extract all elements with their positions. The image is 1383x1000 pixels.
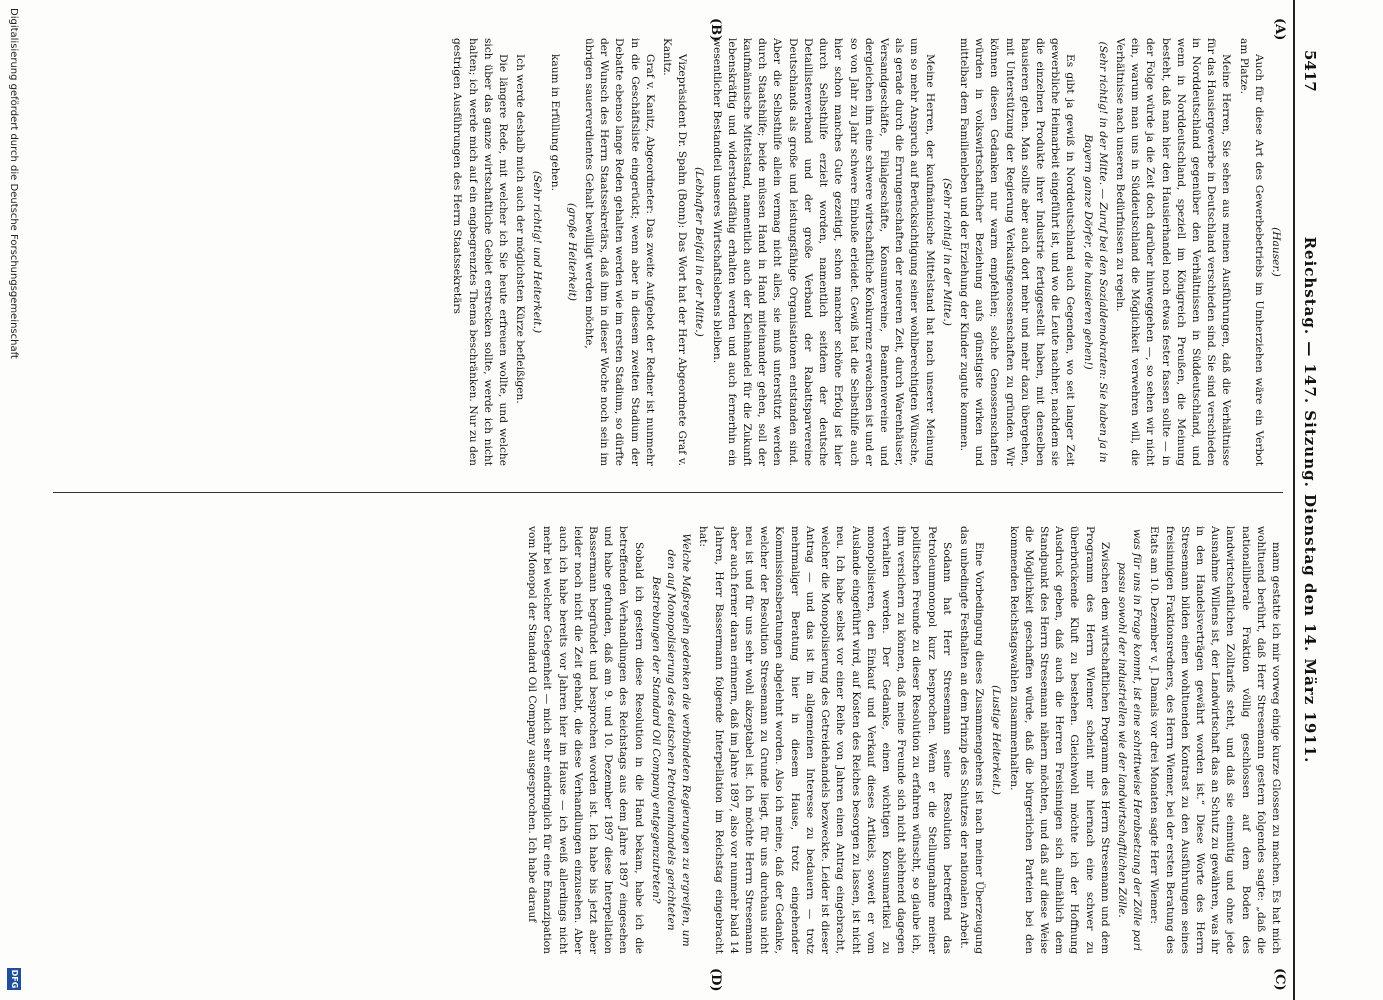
page-header (1293, 0, 1321, 1000)
left-column (43, 38, 1283, 466)
stage-direction: (Sehr richtig! in der Mitte.) (940, 178, 953, 326)
paragraph: Graf v. Kanitz, Abgeordneter: Das zweite Aufgebot der Redner ist nunmehr in die Geschäftsliste eingerückt; wenn aber in diesem zweiten Stadium der Debatte ebenso lange Reden gehalten werden wie im ersten Stadium, so dürfte der Wunsch des Herrn Staatssekretärs, daß ihm in dieser Woche noch sein im übrigen sauerverdientes Gehalt bewilligt werden möchte, (583, 38, 656, 466)
quotation: Welche Maßregeln gedenken die verbündeten Regierungen zu ergreifen, um den auf Monopolisierung des deutschen Petroleumhandels gerichteten Bestrebungen der Standard Oil Company entgegenzutreten? (649, 533, 693, 947)
right-column (43, 526, 1283, 954)
paragraph: Meine Herren, der kaufmännische Mittelstand hat nach unserer Meinung um so mehr Anspruch auf Berücksichtigung seiner wohlberechtigten Wünsche, als gerade durch die Errungenschaften der neueren Zeit, durch Warenhäuser, Versandgeschäfte, Filialgeschäfte, Konsumvereine, Beamtenvereine und dergleichen ihm eine schwere wirtschaftliche Konkurrenz erwachsen ist und er so von Jahr zu Jahr schwere Einbuße erleidet. Gewiß hat die Selbsthilfe auch hier schon manches Gute gezeitigt, schon mancher schöne Erfolg ist hier durch Selbsthilfe erzielt worden, namentlich seitdem der deutsche Detaillistenverband und der große Verband der Rabattsparvereine Deutschlands als große und leistungsfähige Organisationen entstanden sind. Aber die Selbsthilfe allein vermag nicht alles, sie muß unterstützt werden durch Staatshilfe; beide müssen Hand in Hand miteinander gehen, soll der kaufmännische Mittelstand, namentlich auch der Kleinhandel für die Zukunft lebenskräftig und widerstandsfähig erhalten werden und auch fernerhin ein wesentlicher Bestandteil unseres Wirtschaftslebens bleiben. (710, 38, 936, 466)
page-title: Reichstag. — 147. Sitzung. Dienstag den 14. März 1911. (1301, 236, 1319, 764)
paragraph: Meine Herren, Sie sehen aus meinen Ausführungen, daß die Verhältnisse für das Hausiergewerbe in Deutschland verschieden sind. Sie sind verschieden in Norddeutschland gegenüber den Verhältnissen in Süddeutschland, und wenn in Norddeutschland, speziell im Königreich Preußen, die Meinung besteht, daß man hier den Hausierhandel noch etwas fester fassen sollte — in der Folge würde ja die Zeit doch darüber hinweggehen —, so sehen wir nicht ein, warum man uns in Süddeutschland die Möglichkeit verwehren will, die Verhältnisse nach unseren Bedürfnissen zu regeln. (1113, 38, 1233, 466)
stage-direction: (Lebhafter Beifall in der Mitte.) (693, 167, 706, 337)
quotation: was für uns in Frage kommt, ist eine schrittweise Herabsetzung der Zölle pari passu sowohl der industriellen wie der landwirtschaftlichen Zölle. (1115, 528, 1144, 952)
margin-letter-b: (B) (708, 18, 723, 42)
paragraph: Die längere Rede, mit welcher ich Sie heute erfreuen wollte, und welche sich über das ganze wirtschaftliche Gebiet erstrecken sollte, werde ich nicht halten; ich werde mich auf ein engbegrenztes Thema beschränken. Nur zu den gestrigen Ausführungen des Herrn Staatssekretärs (451, 38, 510, 466)
margin-letter-a: (A) (1272, 18, 1287, 41)
paragraph: Vizepräsident Dr. Spahn (Bonn): Das Wort hat der Herr Abgeordnete Graf v. Kanitz. (661, 38, 689, 466)
funding-note: Digitalisierung gefördert durch die Deutsche Forschungsgemeinschaft (8, 8, 19, 359)
paragraph: Es gibt ja gewiß in Norddeutschland auch Gegenden, wo seit langer Zeit gewerbliche Heimarbeit eingeführt ist, und wo die Leute nachher, nachdem sie die einzelnen Produkte ihrer Industrie fertiggestellt haben, mit denselben hausieren gehen. Man sollte aber auch dort mehr und mehr dazu übergehen, mit Unterstützung der Regierung Verkaufsgenossenschaften zu gründen. Wir können diesen Gedanken nur warm empfehlen; solche Genossenschaften würden in volkswirtschaftlicher Beziehung aufs günstigste wirken und mittelbar dem Familienleben und der Erziehung der Kinder zugute kommen. (957, 38, 1077, 466)
paragraph: Zwischen dem wirtschaftlichen Programm des Herrn Stresemann und dem Programm des Herrn Wiemer scheint mir hiernach eine schwer zu überbrückende Kluft zu bestehen. Gleichwohl möchte ich der Hoffnung Ausdruck geben, daß auch die Herren Freisinnigen sich allmählich dem Standpunkt des Herrn Stresemann nähern möchten, und daß auf diese Weise die Möglichkeit geschaffen würde, daß die bürgerlichen Parteien bei den kommenden Reichstagswahlen zusammenhalten. (1007, 526, 1111, 954)
paragraph: Sodann hat Herr Stresemann seine Resolution betreffend das Petroleummonopol kurz besprochen. Wenn er die Stellungnahme meiner politischen Freunde zu dieser Resolution zu erfahren wünscht, so glaube ich, ihm versichern zu können, daß meine Freunde sich nicht ablehnend dagegen verhalten werden. Der Gedanke, einen wichtigen Konsumartikel zu monopolisieren, den Einkauf und Verkauf dieses Artikels, soweit er vom Auslande eingeführt wird, auf Kosten des Reiches besorgen zu lassen, ist nicht neu. Ich habe selbst vor einer Reihe von Jahren einen Antrag eingebracht, welcher die Monopolisierung des Getreidehandels bezweckte. Leider ist dieser Antrag — und das ist im allgemeinen Interesse zu bedauern — trotz mehrmaliger Beratung hier in diesem Hause, trotz eingehender Kommissionsberatungen abgelehnt worden. Also ich meine, daß der Gedanke, welcher der Resolution Stresemann zu Grunde liegt, für uns durchaus nicht neu ist und für uns sehr wohl akzeptabel ist. Ich möchte Herrn Stresemann aber auch ferner daran erinnern, daß im Jahre 1897, also vor nunmehr bald 14 Jahren, Herr Bassermann folgende Interpellation im Reichstag eingebracht hat: (697, 526, 953, 954)
paragraph: Eine Vorbedingung dieses Zusammengehens ist nach meiner Überzeugung das unbedingte Festhalten an dem Prinzip des Schutzes der nationalen Arbeit. (957, 526, 986, 954)
paragraph: Auch für diese Art des Gewerbebetriebs im Umherziehen wäre ein Verbot am Platze. (1237, 38, 1265, 466)
stage-direction: (große Heiterkeit) (565, 202, 578, 302)
margin-letter-d: (D) (708, 968, 723, 992)
paragraph: Ich werde deshalb mich auch der möglichsten Kürze befleißigen. (514, 54, 527, 404)
dfg-logo: DFG (7, 968, 21, 990)
footer (3, 0, 23, 1000)
margin-letter-c: (C) (1272, 968, 1287, 991)
speaker-note: (Hauser.) (1270, 227, 1282, 277)
column-divider (53, 492, 1283, 493)
paragraph: kaum in Erfüllung gehen. (548, 54, 561, 191)
page-number: 5417 (1301, 50, 1319, 92)
paragraph: mann gestatte ich mir vorweg einige kurze Glossen zu machen. Es hat mich wohltuend berührt, daß Herr Stresemann gestern folgendes sagte: „daß die nationalliberale Fraktion völlig geschlossen auf dem Boden des landwirtschaftlichen Zolltarifs steht, und daß sie einmütig und ohne jede Ausnahme Willens ist, der Landwirtschaft das an Schutz zu gewähren, was ihr in den Handelsverträgen gewährt worden ist.“ Diese Worte des Herrn Stresemann bilden einen wohltuenden Kontrast zu den Ausführungen seines freisinnigen Fraktionsredners, des Herrn Wiemer, bei der ersten Beratung des Etats am 10. Dezember v. J. Damals vor drei Monaten sagte Herr Wiemer: (1148, 526, 1282, 954)
stage-direction: (Lustige Heiterkeit.) (990, 685, 1003, 795)
stage-direction: (Sehr richtig! und Heiterkeit.) (531, 170, 544, 334)
paragraph: Sobald ich gestern diese Resolution in die Hand bekam, habe ich die betreffenden Verhandlungen des Reichstags aus dem Jahre 1897 eingesehen und habe gefunden, daß am 9. und 10. Dezember 1897 diese Interpellation Bassermann begründet und besprochen worden ist. Ich habe bis jetzt aber leider noch nicht die Zeit gehabt, die diese Verhandlungen einzusehen. Aber auch ich habe bereits vor Jahren hier im Hause — ich weiß allerdings nicht mehr bei welcher Gelegenheit — mich sehr eindringlich für eine Emanzipation vom Monopol der Standard Oil Company ausgesprochen. Ich habe darauf (526, 526, 645, 954)
stage-direction: (Sehr richtig! in der Mitte. — Zuruf bei den Sozialdemokraten: Sie haben ja in Bayern ganze Dörfer, die hausieren gehen!) (1081, 41, 1109, 463)
